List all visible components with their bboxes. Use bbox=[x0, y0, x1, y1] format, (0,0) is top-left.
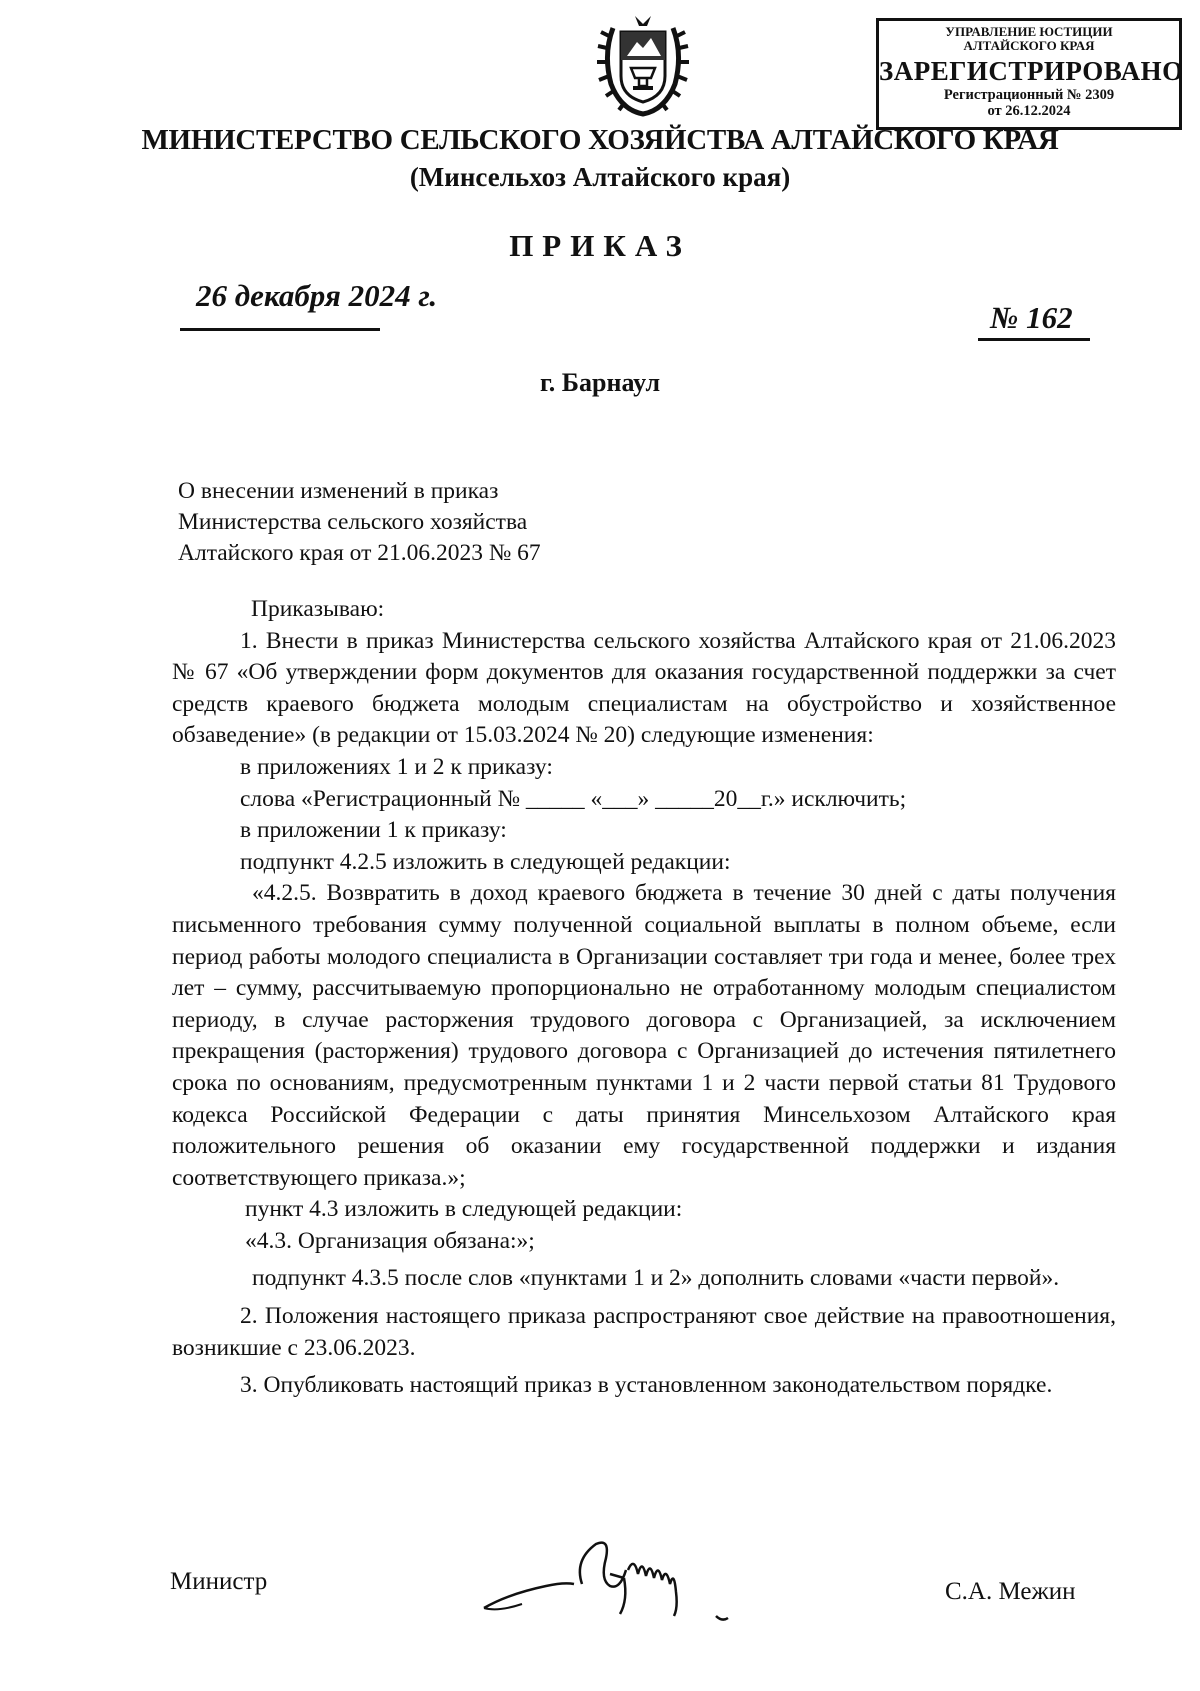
subpoint-4-2-5-text: «4.2.5. Возвратить в доход краевого бюджета в течение 30 дней с даты получения письменного требования сумму полученной социальной выплаты в полном объеме, если период работы молодого специалиста в Организации составляет три года и менее, более трех лет – сумму, рассчитываемую пропорционально не отработанному молодым специалистом периоду, в случае расторжения трудового договора с Организацией, за исключением прекращения (расторжения) трудового договора с Организацией до истечения пятилетнего срока по основаниям, предусмотренным пунктами 1 и 2 части первой статьи 81 Трудового кодекса Российской Федерации с даты принятия Минсельхозом Алтайского края положительного решения об оказании ему государственной поддержки и издания соответствующего приказа.»; bbox=[172, 880, 1116, 1191]
annexes-1-2-heading: в приложениях 1 и 2 к приказу: bbox=[240, 753, 553, 780]
ministry-title: МИНИСТЕРСТВО СЕЛЬСКОГО ХОЗЯЙСТВА АЛТАЙСКОГО КРАЯ bbox=[141, 124, 1059, 156]
point-4-3-intro: пункт 4.3 изложить в следующей редакции: bbox=[245, 1196, 683, 1223]
subpoint-4-2-5-intro: подпункт 4.2.5 изложить в следующей редакции: bbox=[240, 848, 731, 875]
order-intro: Приказываю: bbox=[251, 596, 385, 622]
subject-line: Алтайского края от 21.06.2023 № 67 bbox=[178, 540, 541, 566]
annex-1-heading: в приложении 1 к приказу: bbox=[240, 817, 507, 844]
signatory-title: Министр bbox=[170, 1568, 268, 1595]
order-item-3: 3. Опубликовать настоящий приказ в установленном законодательством порядке. bbox=[240, 1372, 1053, 1399]
registration-stamp bbox=[876, 18, 1182, 130]
order-number-underline bbox=[978, 338, 1090, 341]
stamp-status: ЗАРЕГИСТРИРОВАНО bbox=[879, 56, 1184, 86]
stamp-reg-date: от 26.12.2024 bbox=[987, 103, 1071, 119]
coat-of-arms-icon bbox=[595, 14, 691, 120]
handwritten-signature-icon bbox=[478, 1530, 758, 1630]
subpoint-4-3-5: подпункт 4.3.5 после слов «пунктами 1 и 2» дополнить словами «части первой». bbox=[252, 1265, 1060, 1292]
order-body bbox=[172, 594, 1116, 1402]
order-city: г. Барнаул bbox=[539, 368, 661, 397]
order-item-2: 2. Положения настоящего приказа распространяют свое действие на правоотношения, возникшие с 23.06.2023. bbox=[172, 1303, 1116, 1361]
order-date: 26 декабря 2024 г. bbox=[196, 278, 438, 313]
order-item-1: 1. Внести в приказ Министерства сельского хозяйства Алтайского края от 21.06.2023 № 67 «Об утверждении форм документов для оказания государственной поддержки за счет средств краевого бюджета молодым специалистам на обустройство и хозяйственное обзаведение» (в редакции от 15.03.2024 № 20) следующие изменения: bbox=[172, 627, 1116, 749]
document-type: ПРИКАЗ bbox=[509, 228, 691, 263]
words-exclude-clause: слова «Регистрационный № _____ «___» _____20__г.» исключить; bbox=[240, 785, 907, 812]
subject-line: Министерства сельского хозяйства bbox=[178, 509, 528, 535]
ministry-short-name: (Минсельхоз Алтайского края) bbox=[409, 162, 791, 192]
order-subject bbox=[178, 476, 658, 569]
point-4-3-text: «4.3. Организация обязана:»; bbox=[245, 1227, 535, 1254]
stamp-reg-number: Регистрационный № 2309 bbox=[943, 87, 1115, 103]
order-number: № 162 bbox=[990, 300, 1073, 335]
stamp-organization-line-1: УПРАВЛЕНИЕ ЮСТИЦИИ bbox=[945, 24, 1113, 39]
stamp-organization-line-2: АЛТАЙСКОГО КРАЯ bbox=[963, 38, 1095, 53]
order-date-underline bbox=[180, 328, 380, 331]
subject-line: О внесении изменений в приказ bbox=[178, 478, 499, 504]
signatory-name: С.А. Межин bbox=[945, 1578, 1076, 1605]
